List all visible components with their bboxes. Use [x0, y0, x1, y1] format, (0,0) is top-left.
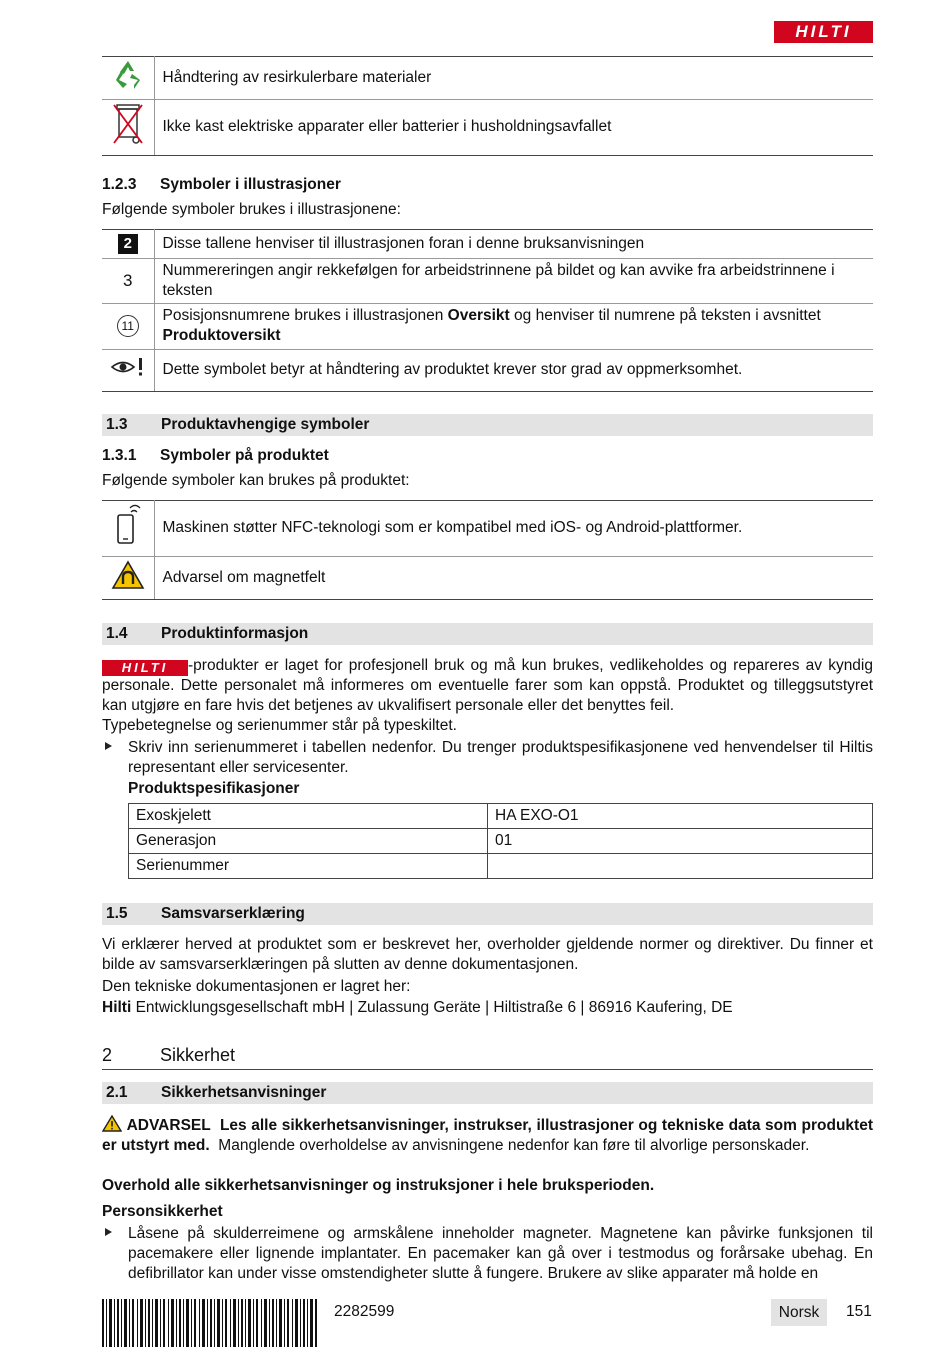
symbol-row-text: Dette symbolet betyr at håndtering av produktet krever stor grad av oppmerksomhet. [154, 349, 873, 391]
table-row [129, 829, 873, 854]
section-heading-1-3-1: 1.3.1 Symboler på produktet [102, 447, 329, 464]
step-number-icon: 3 [102, 259, 154, 304]
product-symbols-table [102, 500, 873, 600]
symbol-row-text: Maskinen støtter NFC-teknologi som er kompatibel med iOS- og Android-plattformer. [154, 501, 873, 557]
manufacturer-address: Hilti Entwicklungsgesellschaft mbH | Zulassung Geräte | Hiltistraße 6 | 86916 Kaufering, DE [102, 999, 733, 1016]
keep-instructions-note: Overhold alle sikkerhetsanvisninger og instruksjoner i hele bruksperioden. [102, 1177, 655, 1194]
crossed-bin-icon [102, 100, 154, 156]
bullet-arrow-icon [105, 1228, 112, 1236]
section-intro: Følgende symboler brukes i illustrasjonene: [102, 201, 401, 218]
instruction-bullet: Skriv inn serienummeret i tabellen nedenfor. Du trenger produktspesifikasjonene ved henvendelser til Hiltis representant eller servicesenter. [102, 738, 873, 778]
spec-title: Produktspesifikasjoner [128, 780, 300, 797]
chapter-heading-2: 2 Sikkerhet [102, 1043, 873, 1070]
safety-bullet: Låsene på skulderreimene og armskålene inneholder magneter. Magnetene kan påvirke funksjonen til pacemakere eller lignende implantater. En pacemaker kan gå over i testmodus og forårsake ubehag. En defibrillator kan under visse omstendigheter slutte å fungere. Brukere av slike apparater må holde en [102, 1224, 873, 1284]
disposal-row-text: Håndtering av resirkulerbare materialer [154, 57, 873, 100]
serial-number-field[interactable] [488, 854, 873, 879]
product-info-paragraph: HILTI -produkter er laget for profesjonell bruk og må kun brukes, vedlikeholdes og repareres av kyndig personale. Dette personalet må informeres om eventuelle farer som kan oppstå. Produktet og tilleggsutstyret kan utgjøre en fare hvis det betjenes av ukvalifisert personale eller det benyttes feil. [102, 657, 873, 715]
symbol-row-text: Nummereringen angir rekkefølgen for arbeidstrinnene på bildet og kan avvike fra arbeidstrinnene i teksten [154, 259, 873, 304]
section-heading-2-1: 2.1 Sikkerhetsanvisninger [102, 1082, 873, 1104]
product-spec-table [128, 803, 873, 879]
bullet-arrow-icon [105, 742, 112, 750]
table-row [129, 804, 873, 829]
number-box-icon: 2 [102, 230, 154, 259]
table-row [129, 854, 873, 879]
section-heading-1-5: 1.5 Samsvarserklæring [102, 903, 873, 925]
eye-attention-icon [102, 349, 154, 391]
section-heading-1-4: 1.4 Produktinformasjon [102, 623, 873, 645]
illustration-symbols-table [102, 229, 873, 392]
symbol-row-text: Posisjonsnumrene brukes i illustrasjonen Oversikt og henviser til numrene på teksten i avsnittet Produktoversikt [154, 304, 873, 349]
subheading-personal-safety: Personsikkerhet [102, 1203, 223, 1220]
spec-value: HA EXO-O1 [488, 804, 873, 829]
warning-label: ADVARSEL [126, 1117, 211, 1134]
spec-label: Exoskjelett [129, 804, 488, 829]
section-intro: Følgende symboler kan brukes på produktet: [102, 472, 410, 489]
circled-number-icon: 11 [102, 304, 154, 349]
spec-value: 01 [488, 829, 873, 854]
page-number: 151 [846, 1303, 872, 1320]
language-label: Norsk [771, 1299, 827, 1326]
spec-label: Serienummer [129, 854, 488, 879]
brand-logo-inline: HILTI [102, 660, 188, 676]
symbol-row-text: Advarsel om magnetfelt [154, 557, 873, 600]
brand-logo: HILTI [774, 21, 873, 43]
disposal-row-text: Ikke kast elektriske apparater eller batterier i husholdningsavfallet [154, 100, 873, 156]
section-heading-1-2-3: 1.2.3 Symboler i illustrasjoner [102, 176, 341, 193]
barcode [102, 1299, 317, 1347]
recycle-icon [102, 57, 154, 100]
magnet-warning-icon [102, 557, 154, 600]
nfc-phone-icon [102, 501, 154, 557]
section-heading-1-3: 1.3 Produktavhengige symboler [102, 414, 873, 436]
document-code: 2282599 [334, 1303, 395, 1320]
spec-label: Generasjon [129, 829, 488, 854]
documentation-note: Den tekniske dokumentasjonen er lagret her: [102, 978, 411, 995]
conformity-paragraph: Vi erklærer herved at produktet som er beskrevet her, overholder gjeldende normer og direktiver. Du finner et bilde av samsvarserklæringen på slutten av denne dokumentasjonen. [102, 936, 873, 974]
warning-paragraph: ADVARSEL Les alle sikkerhetsanvisninger, instrukser, illustrasjoner og tekniske data som produktet er utstyrt med. Manglende overholdelse av anvisningene nedenfor kan føre til alvorlige personskader. [102, 1117, 873, 1155]
warning-triangle-icon [102, 1115, 122, 1132]
disposal-symbols-table [102, 56, 873, 156]
type-plate-note: Typebetegnelse og serienummer står på typeskiltet. [102, 717, 457, 734]
symbol-row-text: Disse tallene henviser til illustrasjonen foran i denne bruksanvisningen [154, 230, 873, 259]
